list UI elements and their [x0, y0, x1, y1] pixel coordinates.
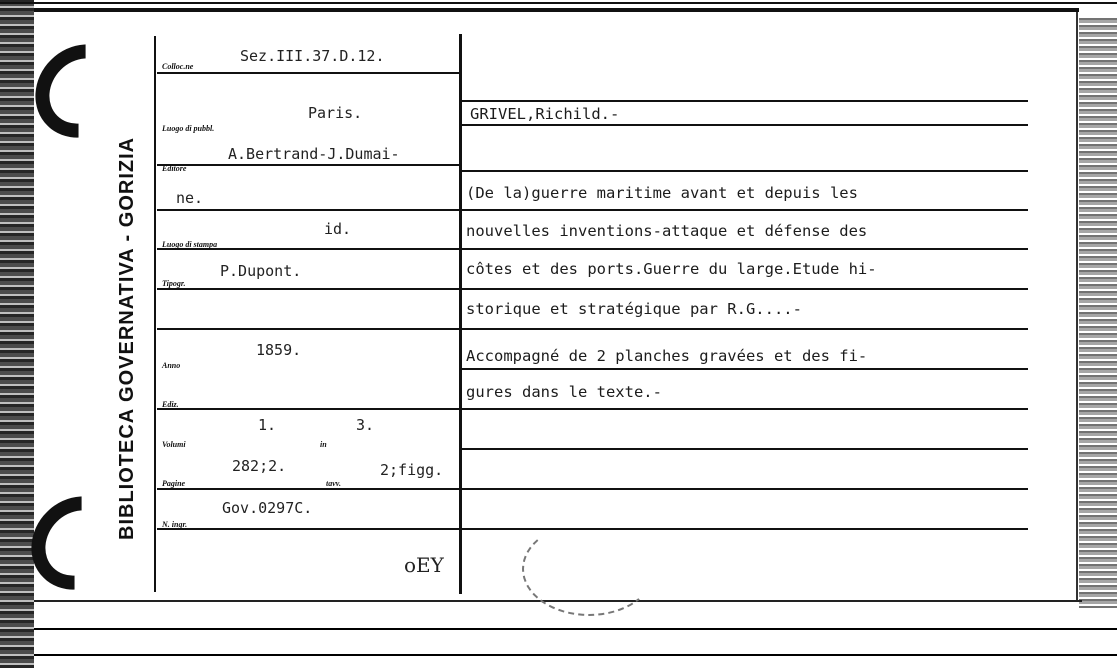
left-rule	[157, 528, 459, 530]
right-rule	[462, 124, 1028, 126]
label-luogo-stampa: Luogo di stampa	[162, 240, 218, 249]
label-ediz: Ediz.	[162, 400, 179, 409]
description-line: gures dans le texte.-	[466, 383, 662, 401]
right-rule	[462, 288, 1028, 290]
value-volumi: 1.	[258, 416, 277, 434]
card-right-border	[1076, 12, 1078, 602]
left-rule	[157, 488, 459, 490]
scan-top-strip	[0, 2, 1117, 4]
description-line: côtes et des ports.Guerre du large.Etude hi-	[466, 260, 877, 278]
description-line: storique et stratégique par R.G....-	[466, 300, 802, 318]
description-line: nouvelles inventions-attaque et défense des	[466, 222, 868, 240]
left-rule	[157, 72, 459, 74]
left-rule	[157, 328, 459, 330]
left-rule	[157, 408, 459, 410]
description-line: Accompagné de 2 planches gravées et des fi-	[466, 347, 868, 365]
label-editore: Editore	[162, 164, 187, 173]
author-heading: GRIVEL,Richild.-	[470, 105, 620, 123]
label-volumi: Volumi	[162, 440, 186, 449]
label-pagine: Pagine	[162, 479, 186, 488]
value-collocazione: Sez.III.37.D.12.	[240, 47, 385, 65]
right-rule	[462, 408, 1028, 410]
value-in: 3.	[356, 416, 375, 434]
right-rule	[462, 488, 1028, 490]
value-editore: A.Bertrand-J.Dumai-	[228, 145, 400, 163]
left-rule	[157, 164, 459, 166]
scan-right-edge	[1079, 18, 1117, 608]
label-luogo-pubbl: Luogo di pubbl.	[162, 124, 215, 133]
value-pagine: 282;2.	[232, 457, 287, 475]
center-column-rule	[459, 34, 462, 594]
scan-bottom-line	[34, 628, 1117, 630]
label-tipogr: Tipogr.	[162, 279, 186, 288]
value-tavv: 2;figg.	[380, 461, 444, 479]
value-luogo-stampa: id.	[324, 220, 352, 238]
right-rule	[462, 368, 1028, 370]
label-n-ingr: N. ingr.	[162, 520, 188, 529]
label-anno: Anno	[162, 361, 181, 370]
right-rule	[462, 248, 1028, 250]
card-top-border	[34, 8, 1079, 12]
left-column-rule	[154, 36, 156, 592]
scan-left-edge	[0, 0, 34, 668]
label-tavv: tavv.	[326, 479, 342, 488]
value-editore-cont: ne.	[176, 189, 204, 207]
left-rule	[157, 288, 459, 290]
right-rule	[462, 170, 1028, 172]
right-rule	[462, 209, 1028, 211]
right-rule	[462, 448, 1028, 450]
label-collocazione: Colloc.ne	[162, 62, 194, 71]
value-luogo-pubbl: Paris.	[308, 104, 363, 122]
handwritten-note: oEY	[404, 553, 444, 577]
scan-bottom-line-2	[34, 654, 1117, 656]
faint-stamp-mark	[522, 522, 656, 616]
value-n-ingr: Gov.0297C.	[222, 499, 313, 517]
value-tipogr: P.Dupont.	[220, 262, 302, 280]
library-name-vertical: BIBLIOTECA GOVERNATIVA - GORIZIA	[116, 136, 138, 540]
right-rule	[462, 100, 1028, 102]
label-in: in	[320, 440, 327, 449]
value-anno: 1859.	[256, 341, 302, 359]
right-rule	[462, 328, 1028, 330]
right-rule	[462, 528, 1028, 530]
description-line: (De la)guerre maritime avant et depuis les	[466, 184, 858, 202]
left-rule	[157, 209, 459, 211]
